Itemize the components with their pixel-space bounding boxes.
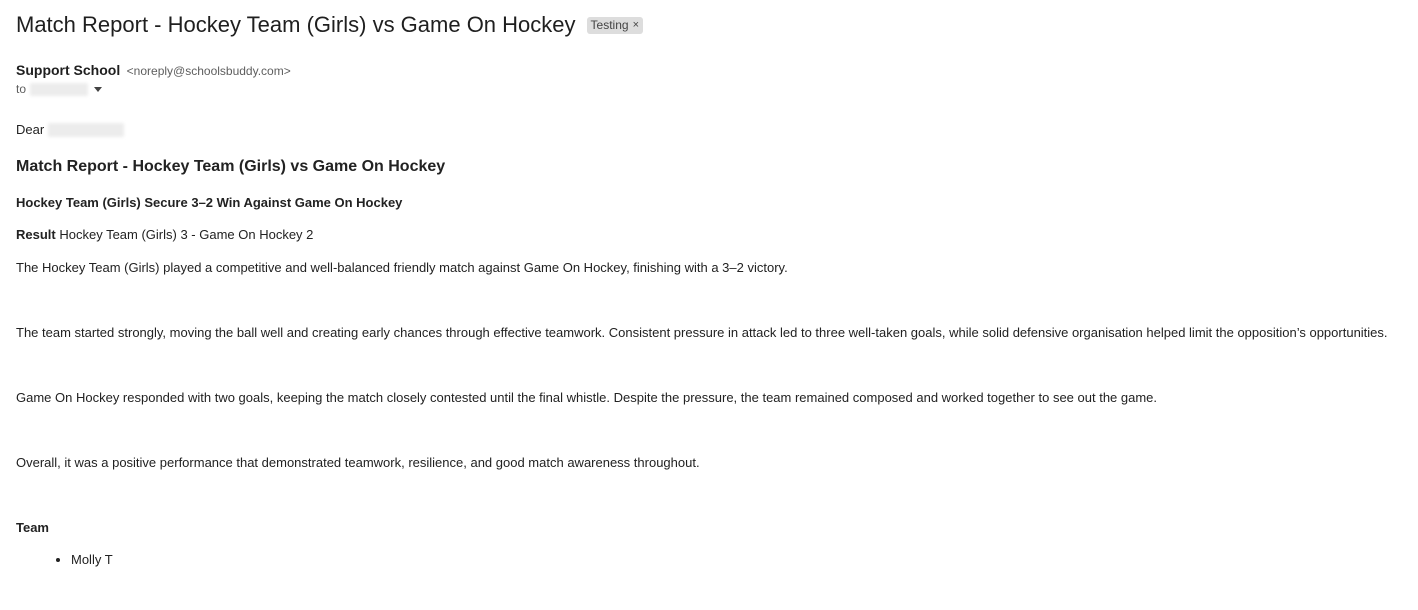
recipient-redacted	[30, 83, 88, 96]
label-chip[interactable]	[587, 17, 643, 34]
chevron-down-icon[interactable]	[94, 87, 102, 92]
greeting-text: Dear	[16, 122, 45, 137]
recipient-row	[16, 81, 102, 97]
recipient-name-redacted	[48, 123, 124, 137]
close-icon[interactable]: ×	[632, 18, 639, 31]
report-heading: Match Report - Hockey Team (Girls) vs Game On Hockey	[16, 158, 446, 175]
result-label: Result	[16, 227, 56, 242]
email-subject: Match Report - Hockey Team (Girls) vs Game On Hockey	[16, 12, 576, 37]
label-chip-text: Testing	[590, 17, 629, 32]
paragraph: Overall, it was a positive performance that demonstrated teamwork, resilience, and good match awareness throughout.	[16, 455, 700, 470]
sender-row	[16, 61, 291, 80]
to-label: to	[16, 82, 27, 96]
paragraph: Game On Hockey responded with two goals, keeping the match closely contested until the final whistle. Despite the pressure, the team remained composed and worked together to see out the game.	[16, 390, 1158, 405]
result-text: Hockey Team (Girls) 3 - Game On Hockey 2	[55, 227, 314, 242]
list-item: • Molly T	[71, 552, 113, 568]
paragraph: The Hockey Team (Girls) played a competitive and well-balanced friendly match against Game On Hockey, finishing with a 3–2 victory.	[16, 260, 788, 275]
team-list	[16, 552, 113, 568]
team-heading: Team	[16, 520, 49, 535]
result-line	[16, 227, 313, 243]
sender-name[interactable]: Support School	[16, 62, 121, 78]
greeting	[16, 122, 124, 138]
subject-row	[16, 11, 643, 39]
paragraph: The team started strongly, moving the ball well and creating early chances through effective teamwork. Consistent pressure in attack led to three well-taken goals, while solid defensive organisation helped limit the opposition’s opportunities.	[16, 325, 1388, 340]
sender-email: <noreply@schoolsbuddy.com>	[126, 64, 291, 78]
report-subheading: Hockey Team (Girls) Secure 3–2 Win Against Game On Hockey	[16, 195, 403, 210]
